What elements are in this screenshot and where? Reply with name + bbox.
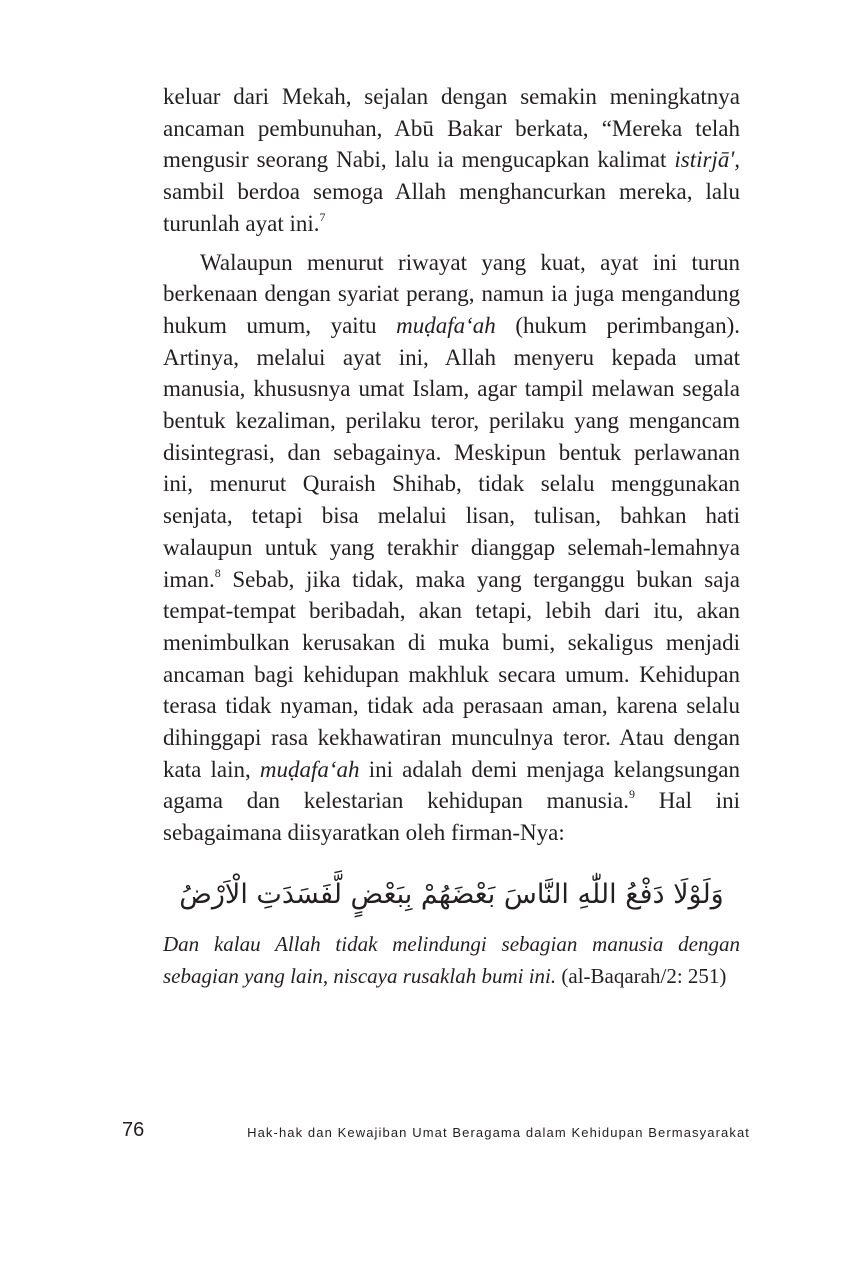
verse-translation <box>163 928 740 992</box>
text-run: sambil berdoa semoga Allah menghancurkan mereka, lalu turunlah ayat ini. <box>163 179 740 236</box>
text-run: keluar dari Mekah, sejalan dengan semakin meningkatnya ancaman pembunuhan, Abū Bakar berkata, “Mereka telah mengusir seorang Nabi, lalu ia mengucapkan kalimat <box>163 84 740 173</box>
page-number: 76 <box>122 1119 145 1141</box>
translation-text: Dan kalau Allah tidak melindungi sebagian manusia dengan sebagian yang lain, niscaya rusaklah bumi ini. <box>163 932 740 988</box>
italic-term: muḍafa‘ah <box>259 756 360 782</box>
arabic-verse: وَلَوْلَا دَفْعُ اللّٰهِ النَّاسَ بَعْضَهُمْ بِبَعْضٍ لَّفَسَدَتِ الْاَرْضُ <box>179 879 724 910</box>
text-run: Walaupun menurut riwayat yang kuat, ayat ini turun berkenaan dengan syariat perang, namun ia juga mengandung hukum umum, yaitu <box>163 249 740 338</box>
page-footer <box>122 1119 762 1145</box>
footnote-ref: 7 <box>319 209 326 224</box>
running-head: Hak-hak dan Kewajiban Umat Beragama dalam Kehidupan Bermasyarakat <box>247 1125 750 1140</box>
text-run: ini adalah demi menjaga kelangsungan agama dan kelestarian kehidupan manusia. <box>163 756 740 814</box>
italic-term: muḍafa‘ah <box>396 312 496 338</box>
paragraph-1 <box>163 81 740 240</box>
body-text <box>163 81 740 849</box>
text-run: Hal ini sebagaimana diisyaratkan oleh firman-Nya: <box>163 788 740 846</box>
text-run: Sebab, jika tidak, maka yang terganggu bukan saja tempat-tempat beribadah, akan tetapi, lebih dari itu, akan menimbulkan kerusakan di muka bumi, sekaligus menjadi ancaman bagi kehidupan makhluk secara umum. Kehidupan terasa tidak nyaman, tidak ada perasaan aman, karena selalu dihinggapi rasa kekhawatiran munculnya teror. Atau dengan kata lain, <box>163 566 740 782</box>
footnote-ref: 8 <box>214 565 221 580</box>
footnote-ref: 9 <box>629 787 636 802</box>
italic-term: istirjā', <box>674 147 740 173</box>
text-run: (hukum perimbangan). Artinya, melalui ayat ini, Allah menyeru kepada umat manusia, khususnya umat Islam, agar tampil melawan segala bentuk kezaliman, perilaku teror, perilaku yang mengancam disintegrasi, dan sebagainya. Meskipun bentuk perlawanan ini, menurut Quraish Shihab, tidak selalu menggunakan senjata, tetapi bisa melalui lisan, tulisan, bahkan hati walaupun untuk yang terakhir dianggap selemah-lemahnya iman. <box>163 312 740 592</box>
paragraph-2 <box>163 247 740 849</box>
verse-reference: (al-Baqarah/2: 251) <box>556 964 727 988</box>
